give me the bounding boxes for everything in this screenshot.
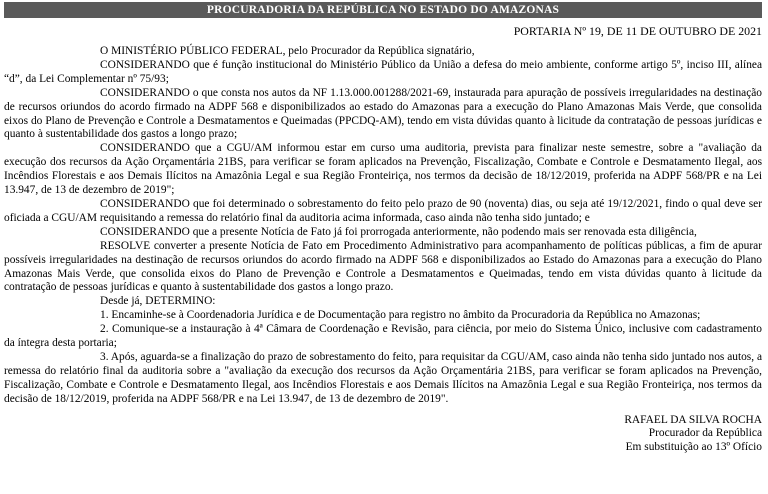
document-body <box>4 45 762 407</box>
paragraph-resolve: RESOLVE converter a presente Notícia de Fato em Procedimento Administrativo para acompanhamento de políticas públicas, a fim de apurar possíveis irregularidades na destinação de recursos oriundos do acordo firmado na ADPF 568 e disponibilizados ao Estado do Amazonas para a execução do Plano Amazonas Mais Verde, que consolida eixos do Plano de Prevenção e Controle a Desmatamentos e Queimadas, tendo em vista dúvidas quanto à licitude da contratação de pessoas jurídicas e quanto à sustentabilidade dos gastos a longo prazo. <box>4 239 762 294</box>
signature-block <box>4 414 762 456</box>
signature-name: RAFAEL DA SILVA ROCHA <box>624 413 762 426</box>
paragraph-item-1: 1. Encaminhe-se à Coordenadoria Jurídica e de Documentação para registro no âmbito da Procuradoria da República no Amazonas; <box>100 309 701 322</box>
signature-role: Procurador da República <box>648 427 762 440</box>
page-header: PROCURADORIA DA REPÚBLICA NO ESTADO DO AMAZONAS <box>4 2 762 18</box>
document-page <box>0 2 768 494</box>
paragraph-determino: Desde já, DETERMINO: <box>100 295 216 308</box>
paragraph-item-3: 3. Após, aguarda-se a finalização do prazo de sobrestamento do feito, para requisitar da CGU/AM, caso ainda não tenha sido juntado nos autos, a remessa do relatório final da auditoria sobre a "avaliação da execução dos recursos da Ação Orçamentária 21BS, para verificar se foram aplicados na Prevenção, Fiscalização, Combate e Controle e Desmatamento Ilegal, aos Incêndios Florestais e aos Demais Ilícitos na Amazônia Legal e sua Região Fronteiriça, nos termos da decisão de 18/12/2019, proferida na ADPF 568/PR e na Lei 13.947, de 13 de dezembro de 2019". <box>4 350 762 405</box>
portaria-title: PORTARIA Nº 19, DE 11 DE OUTUBRO DE 2021 <box>513 24 762 38</box>
paragraph-intro: O MINISTÉRIO PÚBLICO FEDERAL, pelo Procurador da República signatário, <box>100 45 475 57</box>
paragraph-item-2: 2. Comunique-se a instauração à 4ª Câmara de Coordenação e Revisão, para ciência, por meio do Sistema Único, inclusive com cadastramento da íntegra desta portaria; <box>4 323 762 350</box>
paragraph-considerando-4: CONSIDERANDO que foi determinado o sobrestamento do feito pelo prazo de 90 (noventa) dias, ou seja até 19/12/2021, findo o qual deve ser oficiada a CGU/AM requisitando a remessa do relatório final da auditoria acima informada, caso ainda não tenha sido juntado; e <box>4 197 762 224</box>
paragraph-considerando-1: CONSIDERANDO que é função institucional do Ministério Público da União a defesa do meio ambiente, conforme artigo 5º, inciso III, alínea “d”, da Lei Complementar nº 75/93; <box>4 58 762 85</box>
signature-office: Em substituição ao 13º Ofício <box>625 441 762 454</box>
paragraph-considerando-5: CONSIDERANDO que a presente Notícia de Fato já foi prorrogada anteriormente, não podendo mais ser renovada esta diligência, <box>100 225 697 238</box>
paragraph-considerando-2: CONSIDERANDO o que consta nos autos da NF 1.13.000.001288/2021-69, instaurada para apuração de possíveis irregularidades na destinação de recursos oriundos do acordo firmado na ADPF 568 e disponibilizados ao estado do Amazonas para a execução do Plano Amazonas Mais Verde, que consolida eixos do Plano de Prevenção e Controle a Desmatamentos e Queimadas (PPCDQ-AM), tendo em vista dúvidas quanto à licitude da contratação de pessoas jurídicas e quanto à sustentabilidade dos gastos a longo prazo; <box>4 86 762 141</box>
paragraph-considerando-3: CONSIDERANDO que a CGU/AM informou estar em curso uma auditoria, prevista para finalizar neste semestre, sobre a "avaliação da execução dos recursos da Ação Orçamentária 21BS, para verificar se foram aplicados na Prevenção, Fiscalização, Combate e Controle e Desmatamento Ilegal, aos Incêndios Florestais e aos Demais Ilícitos na Amazônia Legal e sua Região Fronteiriça, nos termos da decisão de 18/12/2019, proferida na ADPF 568/PR e na Lei 13.947, de 13 de dezembro de 2019"; <box>4 142 762 197</box>
